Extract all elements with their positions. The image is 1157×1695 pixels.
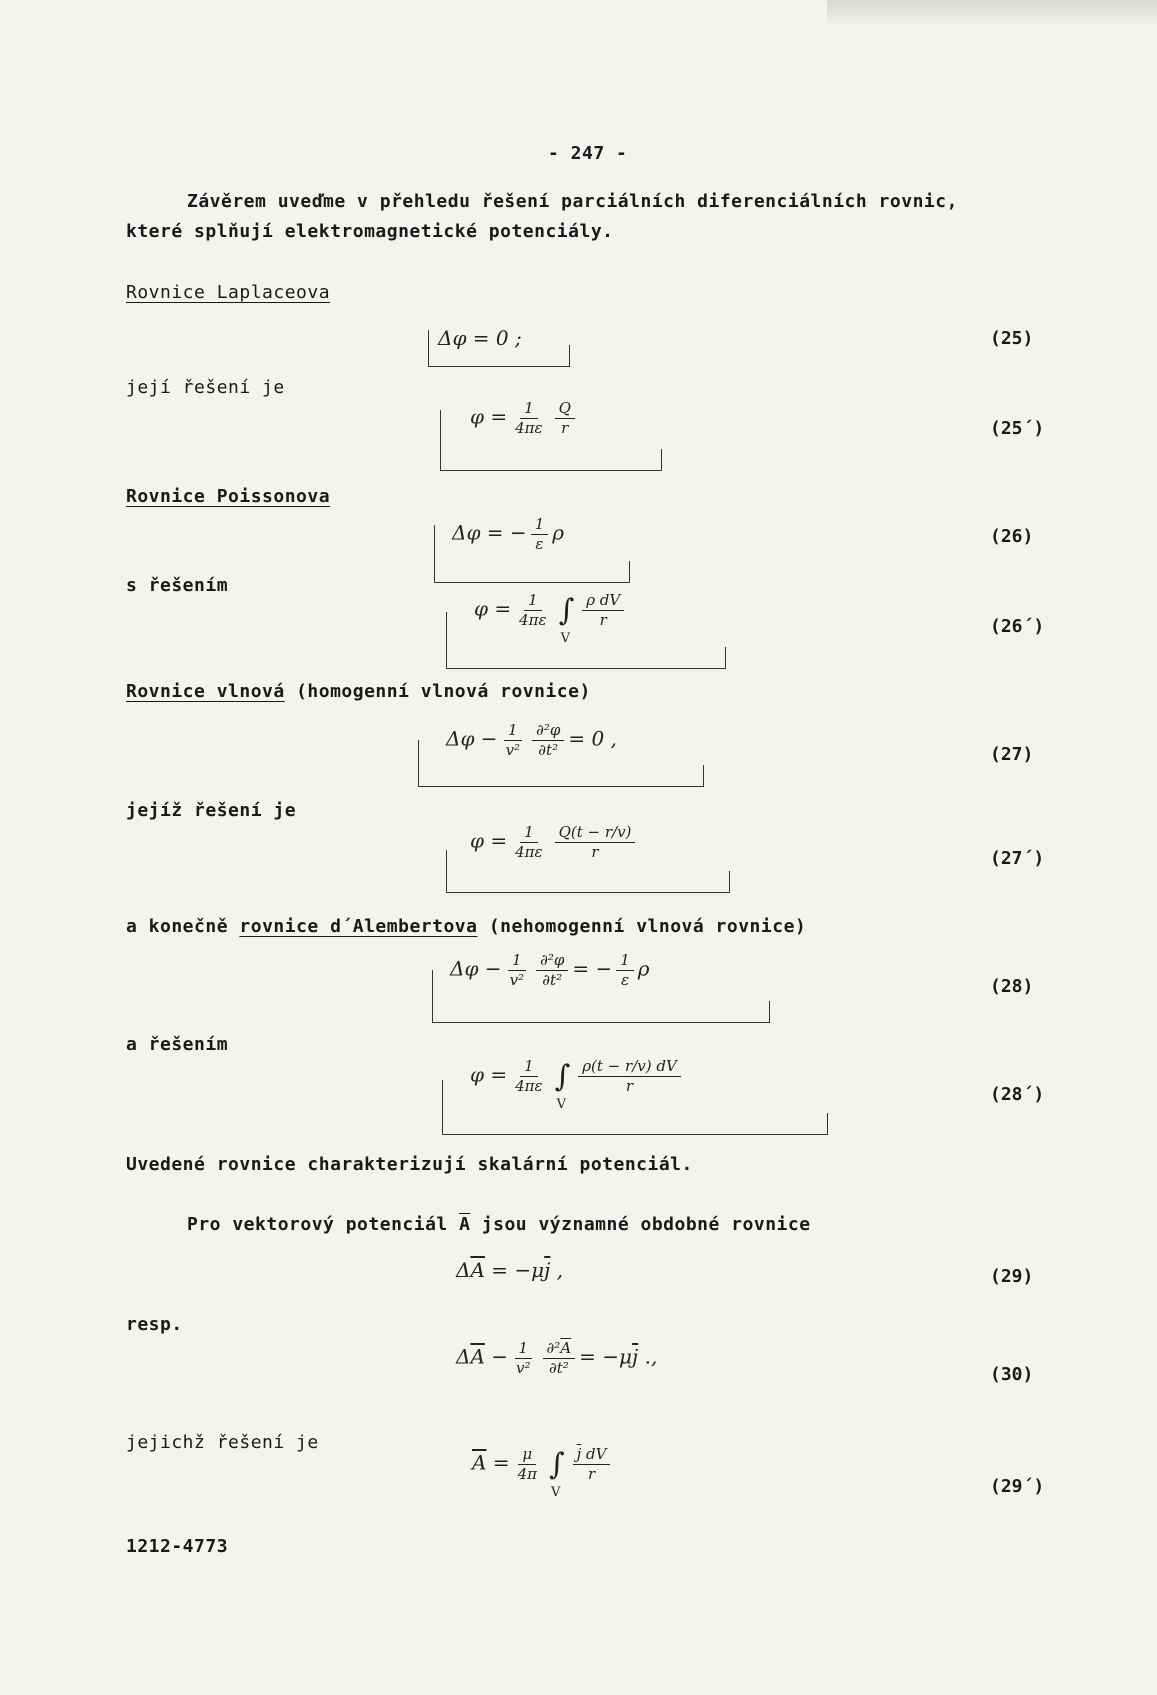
eq-26-formula: Δφ = − $\frac{1}{\varepsilon}$ ρ (452, 515, 564, 553)
eq-26p-formula: φ = $\frac{1}{4\pi\varepsilon}$ ∫ V $\frac{\text{ρ dV}}{r}$ (474, 592, 628, 628)
eq-27-formula: Δφ − $\frac{1}{\text{v²}}$ $\frac{\text{∂²φ}}{\text{∂t²}}$ = 0 , (446, 721, 617, 759)
eq-28p-formula: φ = $\frac{1}{4\pi\varepsilon}$ ∫ V $\frac{\rho(t - r/v) dV}{r}$ (470, 1058, 685, 1094)
eq-27p-number: (27´) (990, 848, 1045, 869)
eq-26p-number: (26´) (990, 616, 1045, 637)
eq-25p-formula: φ = $\frac{1}{4\pi\varepsilon}$ $\frac{Q}{r}$ (470, 400, 579, 436)
scalar-note: Uvedené rovnice charakterizují skalární potenciál. (126, 1154, 693, 1175)
poisson-heading: Rovnice Poissonova (126, 486, 331, 507)
laplace-solution-label: její řešení je (126, 377, 285, 398)
vector-symbol: $\overline{A}$ (459, 1214, 471, 1235)
eq-30-number: (30) (990, 1364, 1034, 1385)
vector-intro-b: jsou významné obdobné rovnice (481, 1214, 811, 1235)
eq-28-number: (28) (990, 976, 1034, 997)
wave-heading-line (126, 681, 591, 702)
eq-29-formula: $\Delta\overline{A} = -\mu\overline{j}$ , (456, 1258, 564, 1282)
eq-29p-formula: $\overline{A}$ = $\frac{\mu}{4\pi}$ ∫ V $\frac{\overline{j} dV}{r}$ (472, 1446, 614, 1482)
intro-line-2: které splňují elektromagnetické potenciály. (126, 221, 614, 242)
eq-26-number: (26) (990, 526, 1034, 547)
eq-28p-number: (28´) (990, 1084, 1045, 1105)
eq-27p-formula: φ = $\frac{1}{4\pi\varepsilon}$ $\frac{Q(t - r/v)}{r}$ (470, 824, 639, 860)
eq-25-number: (25) (990, 328, 1034, 349)
wave-heading: Rovnice vlnová (126, 681, 285, 702)
eq-30-formula: $\Delta\overline{A}$ − $\frac{1}{\text{v²}}$ $\frac{\partial^2\overline{A}}{\text{∂t²}}$ = $-\mu\overline{j}$ ., (456, 1339, 658, 1377)
scan-edge-top-right (827, 0, 1157, 28)
eq-25-formula: Δφ = 0 ; (438, 326, 522, 350)
eq-27-number: (27) (990, 744, 1034, 765)
vector-intro-a: Pro vektorový potenciál (187, 1214, 448, 1235)
dalembert-heading: rovnice d´Alembertova (239, 916, 478, 937)
intro-line-1: Závěrem uveďme v přehledu řešení parciálních diferenciálních rovnic, (187, 191, 958, 212)
wave-solution-label: jejíž řešení je (126, 800, 297, 821)
dalembert-heading-line (126, 916, 806, 937)
dalembert-prefix: a konečně (126, 916, 229, 937)
resp-label: resp. (126, 1314, 183, 1335)
wave-subtitle: (homogenní vlnová rovnice) (296, 681, 591, 702)
eq-29p-number: (29´) (990, 1476, 1045, 1497)
eq-25p-number: (25´) (990, 418, 1045, 439)
eq-29-number: (29) (990, 1266, 1034, 1287)
laplace-heading: Rovnice Laplaceova (126, 282, 331, 303)
footer-code: 1212-4773 (126, 1536, 229, 1557)
eq-28-formula: Δφ − $\frac{1}{\text{v²}}$ $\frac{\text{∂²φ}}{\text{∂t²}}$ = − $\frac{1}{\varepsilon}$ ρ (450, 951, 650, 989)
page-number: - 247 - (548, 143, 628, 164)
dalembert-subtitle: (nehomogenní vlnová rovnice) (488, 916, 807, 937)
vector-intro-line (187, 1214, 811, 1235)
poisson-solution-label: s řešením (126, 575, 229, 596)
dalembert-solution-label: a řešením (126, 1034, 229, 1055)
vector-solution-label: jejichž řešení je (126, 1432, 319, 1453)
